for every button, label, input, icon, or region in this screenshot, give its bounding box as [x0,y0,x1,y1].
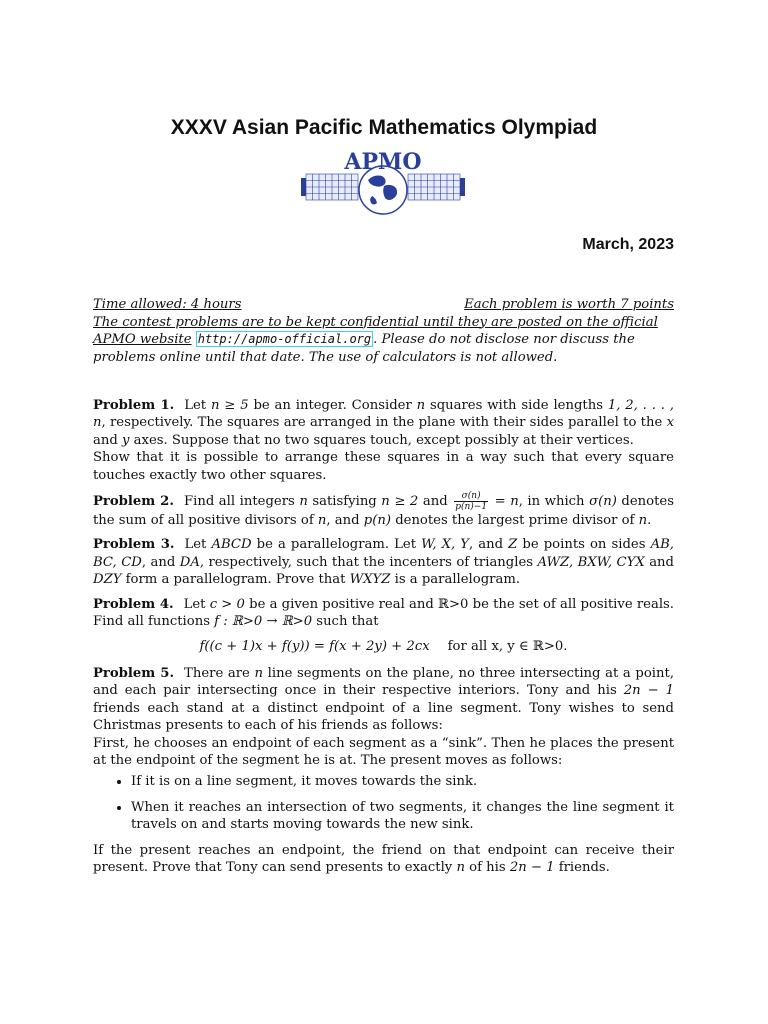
problem-1-task: Show that it is possible to arrange these squares in a way such that every square touches exactly two other squares. [93,450,674,483]
problem-2: Problem 2. Find all integers n satisfying n ≥ 2 and $\frac{\sigma(n)}{p(n)-1}$ = n, in which σ(n) denotes the sum of all positive divisors of n, and p(n) denotes the largest prime divisor of n. [93,491,674,529]
problem-4: Problem 4. Let c > 0 be a given positive real and ℝ>0 be the set of all positive reals. Find all functions f : ℝ>0 → ℝ>0 such that f((c + 1)x + f(y)) = f(x + 2y) + 2cx for all x, y ∈ ℝ>0. [93,596,675,655]
problem-5-procedure: First, he chooses an endpoint of each segment as a “sink”. Then he places the present at the endpoint of the segment he is at. The present moves as follows: [93,735,674,768]
problem-label: Problem 5. [93,665,175,681]
logo-grid-right [408,174,460,200]
functional-equation: f((c + 1)x + f(y)) = f(x + 2y) + 2cx for all x, y ∈ ℝ>0. [199,639,568,655]
apmo-logo [300,150,466,216]
problem-5: Problem 5. There are n line segments on the plane, no three intersecting at a point, and each pair intersecting once in their respective interiors. Tony and his 2n − 1 friends each stand at a distinct endpoint of a line segment. Tony wishes to send Christmas presents to each of his friends as follows: First, he chooses an endpoint of each segment as a “sink”. Then he places the present at the endpoint of the segment he is at. The present moves as follows: • If it is on a line segment, it moves towards the sink. • When it reaches an intersection of two segments, it changes the line segment it travels on and starts moving towards the new sink. If the present reaches an endpoint, the friend on that endpoint can receive their present. Prove that Tony can send presents to exactly n of his 2n − 1 friends. [93,665,674,876]
problem-label: Problem 3. [93,537,175,553]
contest-date: March, 2023 [582,236,674,253]
problem-list [93,397,674,883]
movement-rules [93,773,674,833]
list-item: • When it reaches an intersection of two segments, it changes the line segment it travels on and starts moving towards the new sink. [131,799,674,834]
logo-text: APMO [344,150,422,175]
sigma-fraction: $\frac{\sigma(n)}{p(n)-1}$ [455,491,488,513]
page-title: XXXV Asian Pacific Mathematics Olympiad [170,116,598,139]
confidentiality-note: The contest problems are to be kept confidential until they are posted on the official APMO website http://apmo-official.org . Please do not disclose nor discuss the problems online until that date. The use of calculators is not allowed. [93,314,658,365]
problem-3: Problem 3. Let ABCD be a parallelogram. Let W, X, Y, and Z be points on sides AB, BC, CD, and DA, respectively, such that the incenters of triangles AWZ, BXW, CYX and DZY form a parallelogram. Prove that WXYZ is a parallelogram. [93,537,674,588]
problem-label: Problem 2. [93,494,174,510]
time-allowed: Time allowed: 4 hours [93,297,242,312]
logo-grid-left [306,174,358,200]
list-item: • If it is on a line segment, it moves towards the sink. [131,773,674,790]
apmo-website-link[interactable]: http://apmo-official.org [197,332,372,346]
points-note: Each problem is worth 7 points [464,297,674,312]
problem-1: Problem 1. Let n ≥ 5 be an integer. Consider n squares with side lengths 1, 2, . . . , n, respectively. The squares are arranged in the plane with their sides parallel to the x and y axes. Suppose that no two squares touch, except possibly at their vertices. Show that it is possible to arrange these squares in a way such that every square touches exactly two other squares. [93,398,674,483]
problem-5-task: If the present reaches an endpoint, the friend on that endpoint can receive their present. Prove that Tony can send presents to exactly n of his 2n − 1 friends. [93,842,674,875]
problem-label: Problem 4. [93,596,174,612]
instructions [93,296,674,366]
problem-label: Problem 1. [93,398,175,413]
